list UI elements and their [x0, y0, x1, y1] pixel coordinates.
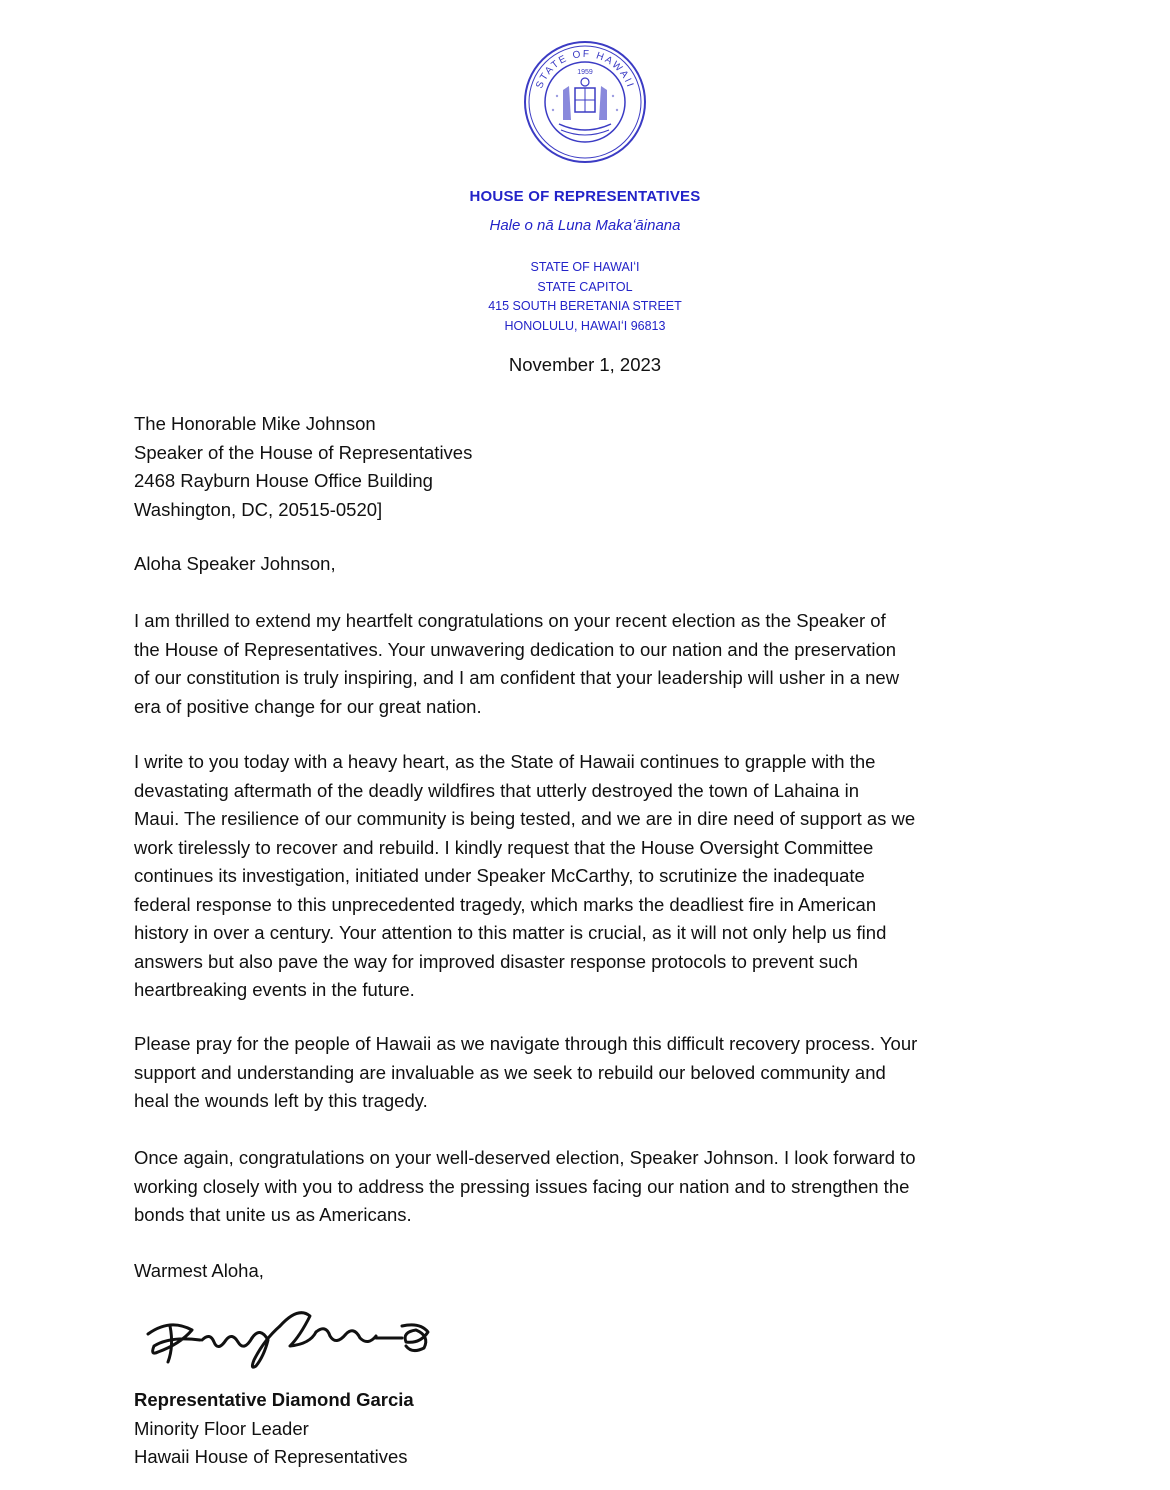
paragraph-line: Please pray for the people of Hawaii as we navigate through this difficult recovery process. Your [134, 1033, 918, 1054]
recipient-line: Washington, DC, 20515-0520] [134, 498, 383, 520]
recipient-line: Speaker of the House of Representatives [134, 441, 473, 463]
address-line: STATE OF HAWAIʻI [530, 260, 640, 274]
state-seal-icon [523, 40, 647, 164]
paragraph-2 [134, 748, 1044, 1005]
letterhead-address [0, 258, 1170, 336]
handwritten-signature [140, 1296, 440, 1376]
paragraph-1 [134, 607, 1044, 721]
paragraph-line: I am thrilled to extend my heartfelt congratulations on your recent election as the Speaker of [134, 610, 886, 631]
paragraph-line: heartbreaking events in the future. [134, 979, 415, 1000]
paragraph-line: devastating aftermath of the deadly wildfires that utterly destroyed the town of Lahaina in [134, 779, 860, 801]
paragraph-line: Maui. The resilience of our community is being tested, and we are in dire need of support as we [134, 808, 916, 829]
letterhead-subtitle: Hale o nā Luna Makaʻāinana [489, 217, 681, 234]
address-line: HONOLULU, HAWAIʻI 96813 [504, 318, 666, 333]
paragraph-line: support and understanding are invaluable as we seek to rebuild our beloved community and [134, 1061, 886, 1083]
paragraph-line: continues its investigation, initiated under Speaker McCarthy, to scrutinize the inadequate [134, 865, 865, 886]
signer-name: Representative Diamond Garcia [134, 1389, 414, 1410]
closing: Warmest Aloha, [134, 1260, 264, 1281]
paragraph-line: working closely with you to address the pressing issues facing our nation and to strengthen the [134, 1175, 910, 1197]
paragraph-line: answers but also pave the way for improved disaster response protocols to prevent such [134, 950, 858, 972]
letterhead-title: HOUSE OF REPRESENTATIVES [469, 188, 701, 205]
letter-date: November 1, 2023 [508, 354, 662, 375]
paragraph-line: Once again, congratulations on your well-deserved election, Speaker Johnson. I look forward to [134, 1147, 916, 1168]
paragraph-4 [134, 1144, 1044, 1230]
paragraph-line: history in over a century. Your attention to this matter is crucial, as it will not only help us find [134, 922, 887, 943]
recipient-block [134, 410, 1044, 524]
seal-ring-text: STATE OF HAWAII [534, 48, 636, 91]
paragraph-3 [134, 1030, 1044, 1116]
paragraph-line: federal response to this unprecedented tragedy, which marks the deadliest fire in American [134, 893, 877, 915]
paragraph-line: era of positive change for our great nation. [134, 695, 482, 717]
recipient-line: The Honorable Mike Johnson [134, 413, 376, 434]
signature-block [134, 1386, 1044, 1472]
recipient-line: 2468 Rayburn House Office Building [134, 470, 433, 491]
signer-title: Minority Floor Leader [134, 1417, 309, 1439]
paragraph-line: the House of Representatives. Your unwavering dedication to our nation and the preservation [134, 638, 897, 660]
address-line: STATE CAPITOL [537, 279, 633, 294]
paragraph-line: I write to you today with a heavy heart, as the State of Hawaii continues to grapple with the [134, 751, 876, 772]
signer-organization: Hawaii House of Representatives [134, 1446, 408, 1467]
seal-year: 1959 [577, 69, 593, 76]
paragraph-line: bonds that unite us as Americans. [134, 1204, 412, 1225]
paragraph-line: work tirelessly to recover and rebuild. I kindly request that the House Oversight Committee [134, 836, 874, 858]
salutation: Aloha Speaker Johnson, [134, 553, 336, 574]
address-line: 415 SOUTH BERETANIA STREET [488, 299, 682, 313]
paragraph-line: of our constitution is truly inspiring, and I am confident that your leadership will usher in a new [134, 667, 900, 688]
paragraph-line: heal the wounds left by this tragedy. [134, 1090, 428, 1111]
